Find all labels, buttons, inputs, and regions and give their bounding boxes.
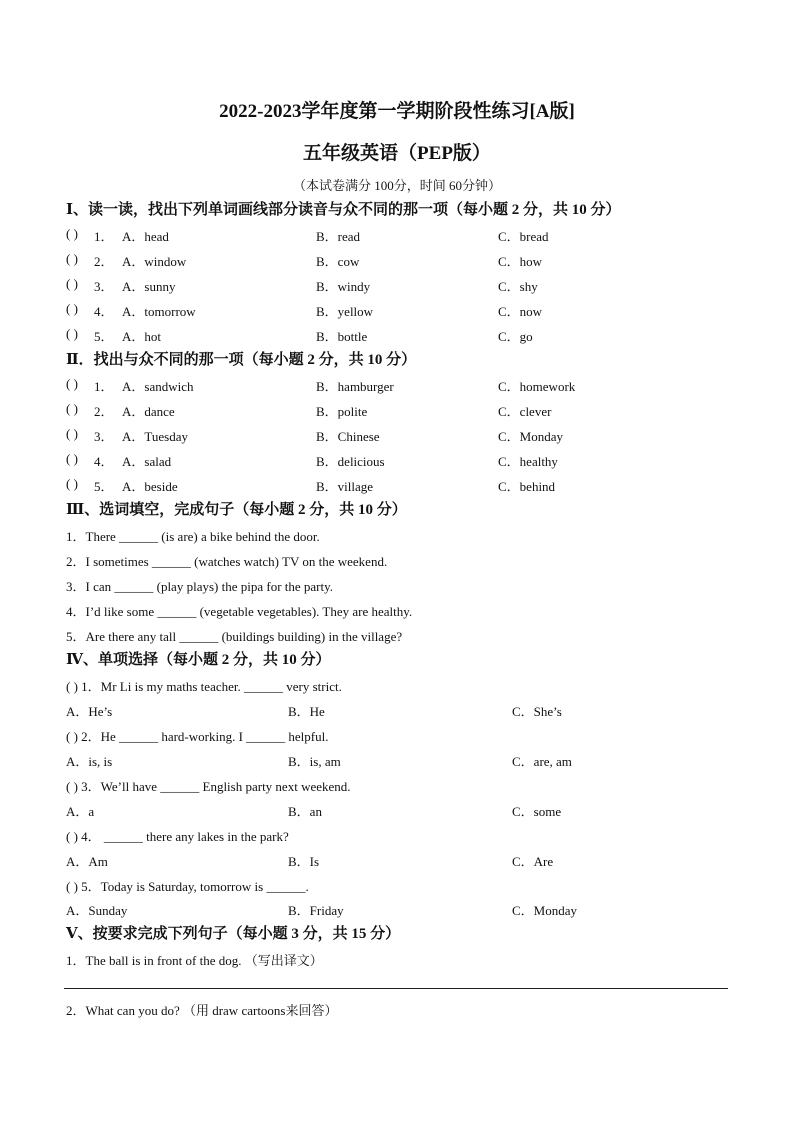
s4-options-3 [0, 801, 794, 821]
section-2-title: Ⅱ．找出与众不同的那一项（每小题 2 分，共 10 分） [66, 352, 417, 368]
question-text: ( ) 2．He ______ hard-working. I ______ helpful. [66, 729, 329, 744]
option-a: A．Tuesday [122, 429, 188, 444]
s4-options-5 [0, 900, 794, 920]
question-text: ( ) 4． ______ there any lakes in the park? [66, 829, 289, 844]
answer-line[interactable] [64, 988, 728, 989]
s5-item-2 [0, 1000, 794, 1020]
question-text: 1．The ball is in front of the dog. （写出译文） [66, 953, 323, 968]
option-c: C．now [498, 304, 543, 319]
option-b: B．windy [316, 279, 371, 294]
option-c: C．some [512, 804, 562, 819]
item-number: 3． [94, 429, 114, 444]
item-number: 5． [94, 329, 114, 344]
s4-options-4 [0, 851, 794, 871]
item-number: 2． [94, 404, 114, 419]
section-4-title: Ⅳ、单项选择（每小题 2 分，共 10 分） [66, 652, 331, 668]
answer-blank[interactable]: ( ) [66, 251, 78, 266]
option-a: A．hot [122, 329, 162, 344]
s4-question-5 [0, 876, 794, 896]
question-text: 2．What can you do? （用 draw cartoons来回答） [66, 1003, 338, 1018]
answer-blank[interactable]: ( ) [66, 451, 78, 466]
option-a: A．Am [66, 854, 108, 869]
question-text: 3．I can ______ (play plays) the pipa for the party. [66, 579, 334, 594]
s5-item-1 [0, 950, 794, 970]
option-a: A．salad [122, 454, 172, 469]
option-a: A．beside [122, 479, 178, 494]
s2-item-4 [0, 451, 794, 471]
option-a: A．sandwich [122, 379, 194, 394]
option-a: A．head [122, 229, 169, 244]
option-a: A．window [122, 254, 187, 269]
s3-item-2 [0, 551, 794, 571]
s4-question-2 [0, 726, 794, 746]
option-b: B．Is [288, 854, 320, 869]
item-number: 4． [94, 454, 114, 469]
s2-item-2 [0, 401, 794, 421]
s3-item-3 [0, 576, 794, 596]
option-c: C．bread [498, 229, 549, 244]
section-3-title: Ⅲ、选词填空，完成句子（每小题 2 分，共 10 分） [66, 502, 407, 518]
answer-blank[interactable]: ( ) [66, 376, 78, 391]
s1-item-2 [0, 251, 794, 271]
question-text: ( ) 1．Mr Li is my maths teacher. ______ very strict. [66, 679, 342, 694]
option-b: B．an [288, 804, 322, 819]
item-number: 2． [94, 254, 114, 269]
option-b: B．Friday [288, 903, 344, 918]
exam-title: 2022-2023学年度第一学期阶段性练习[A版] [219, 101, 575, 122]
s3-item-5 [0, 626, 794, 646]
option-b: B．delicious [316, 454, 385, 469]
s4-question-4 [0, 826, 794, 846]
s3-item-1 [0, 526, 794, 546]
s4-question-1 [0, 676, 794, 696]
option-b: B．Chinese [316, 429, 380, 444]
option-a: A．sunny [122, 279, 176, 294]
option-a: A．dance [122, 404, 175, 419]
option-b: B．bottle [316, 329, 368, 344]
option-c: C．Monday [498, 429, 564, 444]
option-b: B．village [316, 479, 374, 494]
option-c: C．how [498, 254, 543, 269]
option-a: A．tomorrow [122, 304, 196, 319]
answer-blank[interactable]: ( ) [66, 401, 78, 416]
option-c: C．behind [498, 479, 556, 494]
item-number: 5． [94, 479, 114, 494]
s4-options-1 [0, 701, 794, 721]
question-text: 1．There ______ (is are) a bike behind the door. [66, 529, 320, 544]
s4-question-3 [0, 776, 794, 796]
option-b: B．yellow [316, 304, 374, 319]
s3-item-4 [0, 601, 794, 621]
s1-item-4 [0, 301, 794, 321]
question-text: 4．I’d like some ______ (vegetable vegetables). They are healthy. [66, 604, 413, 619]
option-c: C．healthy [498, 454, 558, 469]
s1-item-5 [0, 326, 794, 346]
item-number: 1． [94, 229, 114, 244]
answer-blank[interactable]: ( ) [66, 301, 78, 316]
option-a: A．Sunday [66, 903, 128, 918]
s2-item-1 [0, 376, 794, 396]
exam-subtitle: 五年级英语（PEP版） [303, 143, 491, 164]
option-b: B．polite [316, 404, 368, 419]
answer-blank[interactable]: ( ) [66, 226, 78, 241]
option-a: A．is, is [66, 754, 113, 769]
section-1-title: Ⅰ、读一读，找出下列单词画线部分读音与众不同的那一项（每小题 2 分，共 10 分） [66, 202, 621, 218]
s2-item-3 [0, 426, 794, 446]
question-text: ( ) 3．We’ll have ______ English party next weekend. [66, 779, 351, 794]
option-b: B．He [288, 704, 325, 719]
option-c: C．She’s [512, 704, 562, 719]
option-c: C．are, am [512, 754, 572, 769]
option-b: B．cow [316, 254, 360, 269]
exam-note: （本试卷满分 100分，时间 60分钟） [292, 178, 501, 193]
option-c: C．Monday [512, 903, 578, 918]
question-text: 2．I sometimes ______ (watches watch) TV on the weekend. [66, 554, 388, 569]
option-b: B．hamburger [316, 379, 394, 394]
answer-blank[interactable]: ( ) [66, 426, 78, 441]
section-5-title: Ⅴ、按要求完成下列句子（每小题 3 分，共 15 分） [66, 926, 401, 942]
option-c: C．clever [498, 404, 552, 419]
option-b: B．is, am [288, 754, 341, 769]
answer-blank[interactable]: ( ) [66, 326, 78, 341]
s4-options-2 [0, 751, 794, 771]
option-c: C．shy [498, 279, 538, 294]
option-c: C．go [498, 329, 533, 344]
option-a: A．a [66, 804, 95, 819]
answer-blank[interactable]: ( ) [66, 476, 78, 491]
item-number: 4． [94, 304, 114, 319]
option-a: A．He’s [66, 704, 113, 719]
option-c: C．Are [512, 854, 554, 869]
item-number: 1． [94, 379, 114, 394]
s1-item-3 [0, 276, 794, 296]
s2-item-5 [0, 476, 794, 496]
s1-item-1 [0, 226, 794, 246]
item-number: 3． [94, 279, 114, 294]
answer-blank[interactable]: ( ) [66, 276, 78, 291]
option-c: C．homework [498, 379, 576, 394]
question-text: 5．Are there any tall ______ (buildings building) in the village? [66, 629, 403, 644]
question-text: ( ) 5．Today is Saturday, tomorrow is ______. [66, 879, 309, 894]
option-b: B．read [316, 229, 361, 244]
